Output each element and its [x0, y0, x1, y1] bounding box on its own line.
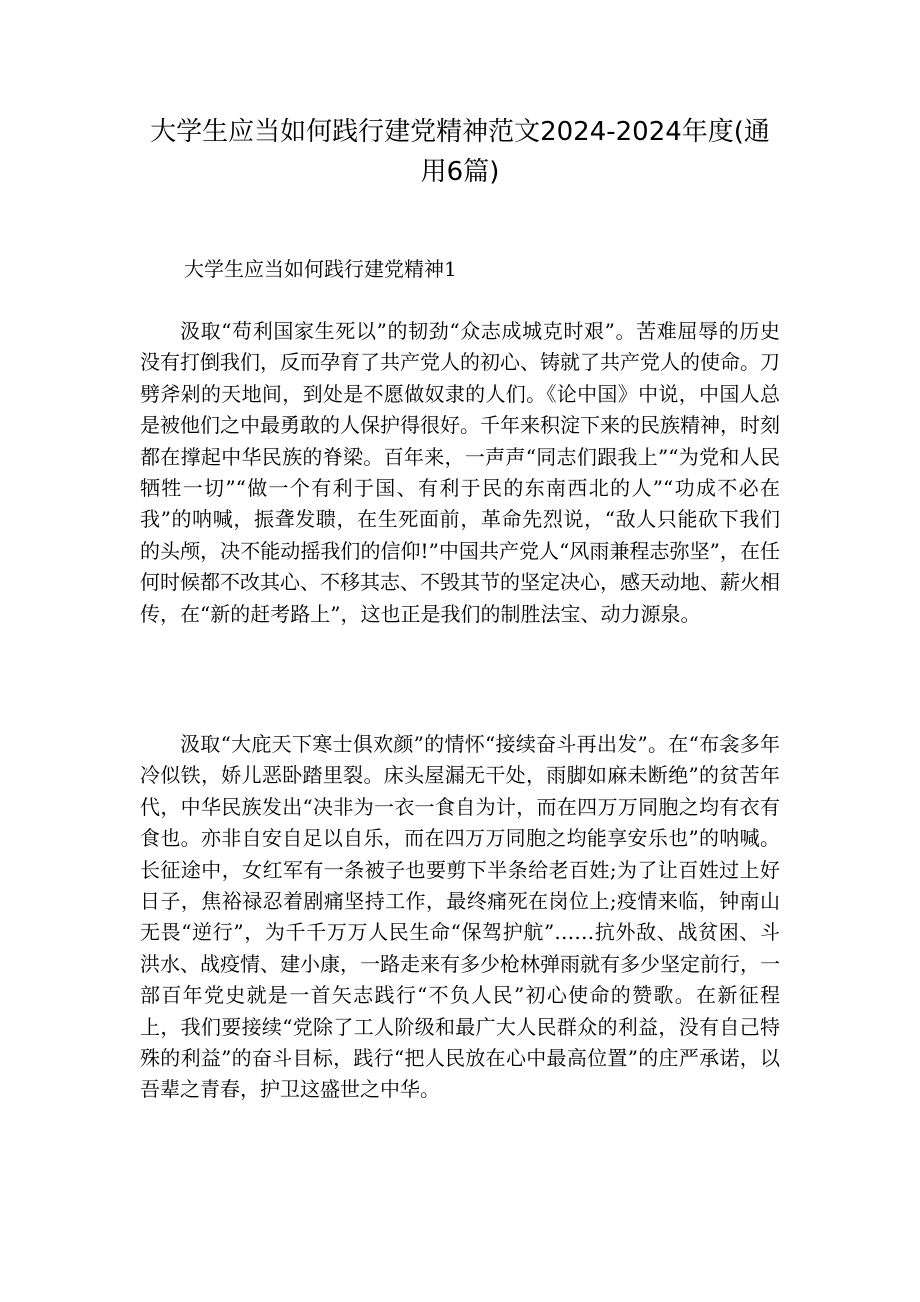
document-title: 大学生应当如何践行建党精神范文2024-2024年度(通用6篇): [150, 117, 770, 187]
body-paragraph: 汲取“苟利国家生死以”的韧劲“众志成城克时艰”。苦难屈辱的历史没有打倒我们，反而孕育了共产党人的初心、铸就了共产党人的使命。刀劈斧剁的天地间，到处是不愿做奴隶的人们。《论中国》中说，中国人总是被他们之中最勇敢的人保护得很好。千年来积淀下来的民族精神，时刻都在撑起中华民族的脊梁。百年来，一声声“同志们跟我上”“为党和人民牺牲一切”“做一个有利于国、有利于民的东南西北的人”“功成不必在我”的呐喊，振聋发聩，在生死面前，革命先烈说，“敌人只能砍下我们的头颅，决不能动摇我们的信仰!”中国共产党人“风雨兼程志弥坚”，在任何时候都不改其心、不移其志、不毁其节的坚定决心，感天动地、薪火相传，在“新的赶考路上”，这也正是我们的制胜法宝、动力源泉。: [140, 319, 780, 626]
section-heading: 大学生应当如何践行建党精神1: [184, 257, 457, 281]
body-paragraph: 汲取“大庇天下寒士俱欢颜”的情怀“接续奋斗再出发”。在“布衾多年冷似铁，娇儿恶卧踏里裂。床头屋漏无干处，雨脚如麻未断绝”的贫苦年代，中华民族发出“决非为一衣一食自为计，而在四万万同胞之均有衣有食也。亦非自安自足以自乐，而在四万万同胞之均能享安乐也”的呐喊。长征途中，女红军有一条被子也要剪下半条给老百姓;为了让百姓过上好日子，焦裕禄忍着剧痛坚持工作，最终痛死在岗位上;疫情来临，钟南山无畏“逆行”，为千千万万人民生命“保驾护航”……抗外敌、战贫困、斗洪水、战疫情、建小康，一路走来有多少枪林弹雨就有多少坚定前行，一部百年党史就是一首矢志践行“不负人民”初心使命的赞歌。在新征程上，我们要接续“党除了工人阶级和最广大人民群众的利益，没有自己特殊的利益”的奋斗目标，践行“把人民放在心中最高位置”的庄严承诺，以吾辈之青春，护卫这盛世之中华。: [140, 732, 780, 1102]
